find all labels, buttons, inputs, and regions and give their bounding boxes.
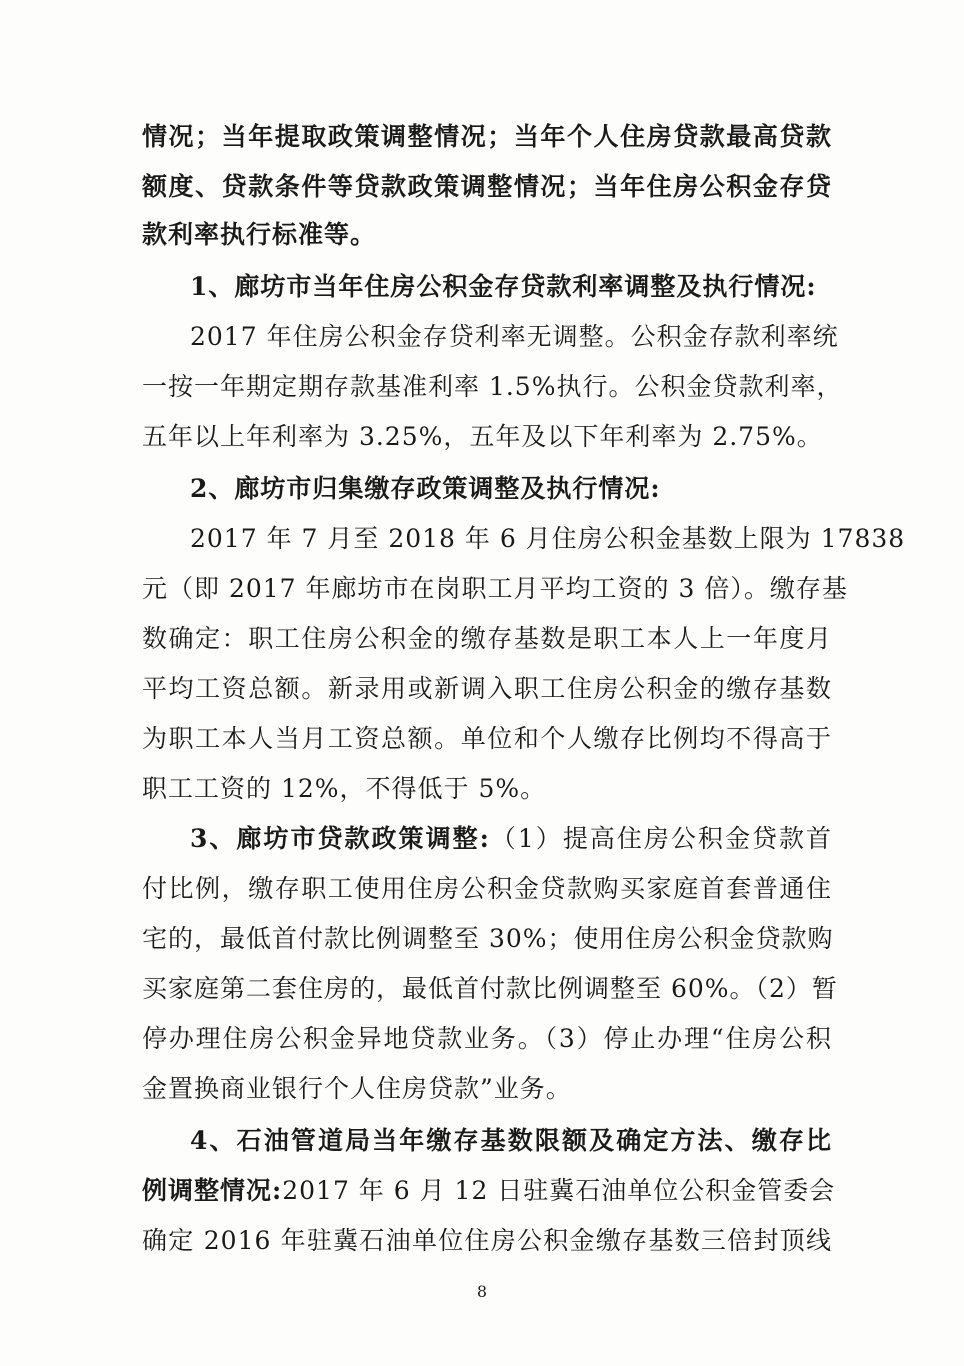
bold-text: 1、廊坊市当年住房公积金存贷款利率调整及执行情况: <box>190 272 817 301</box>
bold-text: 例调整情况: <box>142 1176 283 1205</box>
text-line <box>142 972 838 1006</box>
text-line <box>190 522 906 556</box>
text-line <box>142 370 843 404</box>
text-line <box>142 722 832 756</box>
bold-text: 4、石油管道局当年缴存基数限额及确定方法、缴存比 <box>190 1126 832 1155</box>
text-line <box>142 1022 832 1056</box>
body-text-span: 付比例，缴存职工使用住房公积金贷款购买家庭首套普通住 <box>142 874 832 903</box>
text-line <box>142 772 832 806</box>
text-line <box>142 120 832 154</box>
body-text-span: 2017 年 7 月至 2018 年 6 月住房公积金基数上限为 17838 <box>190 524 906 553</box>
text-line <box>142 218 832 252</box>
text-line <box>142 420 832 454</box>
text-line <box>190 270 832 304</box>
text-line <box>142 1174 836 1208</box>
body-text-span: 2017 年 6 月 12 日驻冀石油单位公积金管委会 <box>282 1176 836 1205</box>
text-line <box>142 672 832 706</box>
text-line <box>142 1072 832 1106</box>
text-line <box>142 1224 832 1258</box>
body-text-span: （1）提高住房公积金贷款首 <box>489 824 832 853</box>
page-number: 8 <box>476 1282 488 1301</box>
text-line <box>190 1124 832 1158</box>
body-text-span: 为职工本人当月工资总额。单位和个人缴存比例均不得高于 <box>142 724 832 753</box>
body-text-span: 数确定：职工住房公积金的缴存基数是职工本人上一年度月 <box>142 624 832 653</box>
text-line <box>190 822 832 856</box>
body-text-span: 买家庭第二套住房的，最低首付款比例调整至 60%。（2）暂 <box>142 974 838 1003</box>
body-text-span: 职工工资的 12%，不得低于 5%。 <box>142 774 547 803</box>
text-line <box>142 922 832 956</box>
text-line <box>142 572 848 606</box>
text-line <box>142 622 832 656</box>
bold-text: 情况；当年提取政策调整情况；当年个人住房贷款最高贷款 <box>142 122 832 151</box>
bold-text: 款利率执行标准等。 <box>142 220 377 249</box>
text-line <box>190 320 839 354</box>
text-line <box>142 170 832 204</box>
body-text-span: 元（即 2017 年廊坊市在岗职工月平均工资的 3 倍）。缴存基 <box>142 574 848 603</box>
body-text-span: 2017 年住房公积金存贷利率无调整。公积金存款利率统 <box>190 322 839 351</box>
bold-text: 2、廊坊市归集缴存政策调整及执行情况: <box>190 474 661 503</box>
body-text-span: 宅的，最低首付款比例调整至 30%；使用住房公积金贷款购 <box>142 924 834 953</box>
bold-text: 额度、贷款条件等贷款政策调整情况；当年住房公积金存贷 <box>142 172 832 201</box>
bold-text: 3、廊坊市贷款政策调整: <box>190 824 490 853</box>
body-text-span: 确定 2016 年驻冀石油单位住房公积金缴存基数三倍封顶线 <box>142 1226 832 1255</box>
body-text-span: 一按一年期定期存款基准利率 1.5%执行。公积金贷款利率， <box>142 372 843 401</box>
body-text-span: 五年以上年利率为 3.25%，五年及以下年利率为 2.75%。 <box>142 422 823 451</box>
body-text-span: 平均工资总额。新录用或新调入职工住房公积金的缴存基数 <box>142 674 832 703</box>
text-line <box>142 872 832 906</box>
body-text-span: 停办理住房公积金异地贷款业务。（3）停止办理“住房公积 <box>142 1024 832 1053</box>
text-line <box>190 472 832 506</box>
body-text-span: 金置换商业银行个人住房贷款”业务。 <box>142 1074 572 1103</box>
